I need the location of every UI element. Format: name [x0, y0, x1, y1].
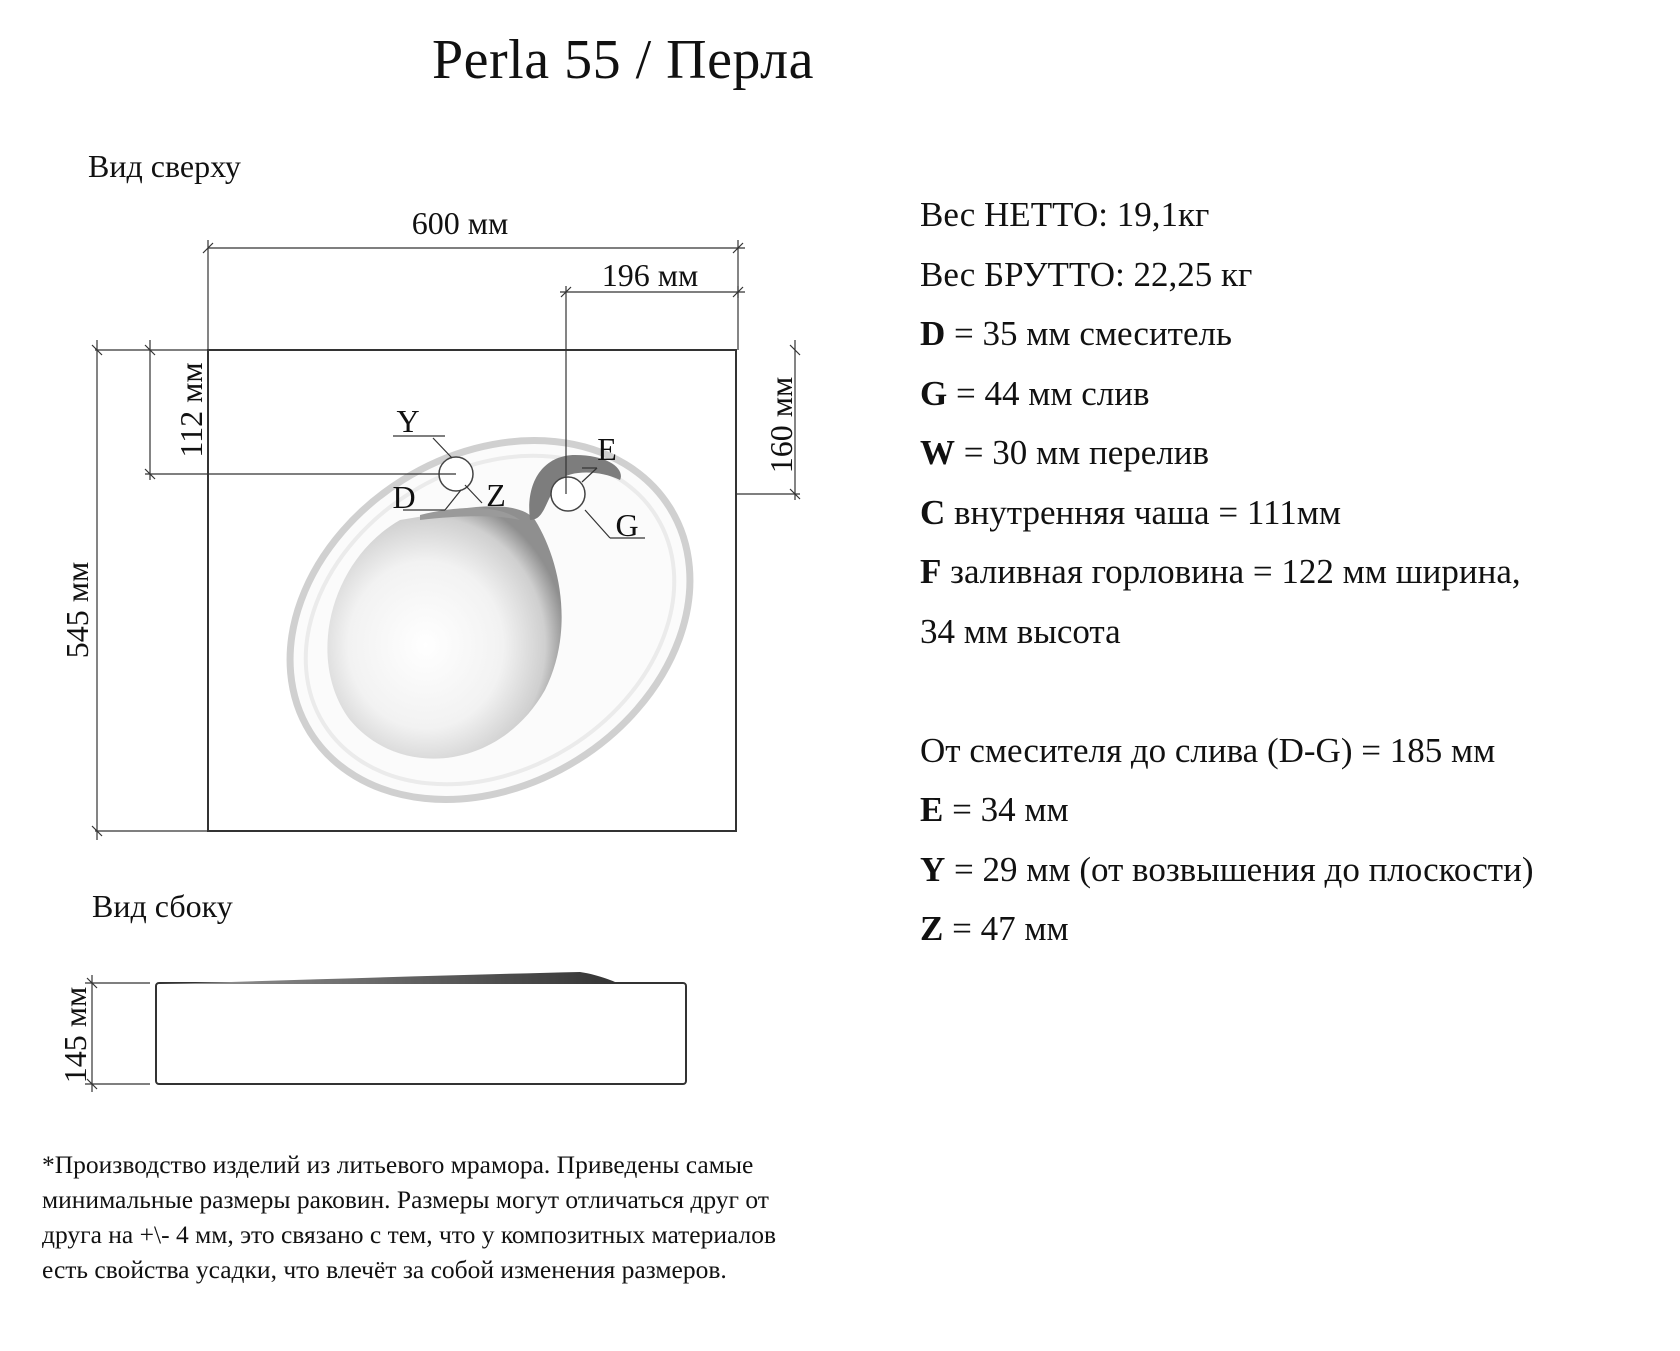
spec-line [920, 195, 1209, 235]
marker-z: Z [486, 477, 506, 513]
side-outline [156, 983, 686, 1084]
spec-text: От смесителя до слива (D-G) = 185 мм [920, 731, 1496, 770]
spec-key: G [920, 374, 948, 413]
spec-line [920, 909, 1069, 949]
dimension-left-offset-label: 112 мм [173, 362, 209, 458]
spec-text: Вес БРУТТО: 22,25 кг [920, 255, 1253, 294]
marker-d: D [392, 479, 416, 515]
spec-text: 34 мм высота [920, 612, 1121, 651]
spec-text: = 34 мм [943, 790, 1069, 829]
spec-line [920, 314, 1232, 354]
spec-line [920, 374, 1150, 414]
dimension-width-label: 600 мм [411, 205, 509, 241]
spec-text: внутренняя чаша = 111мм [945, 493, 1342, 532]
marker-g: G [615, 507, 639, 543]
footnote-line: есть свойства усадки, что влечёт за собой изменения размеров. [42, 1255, 727, 1284]
dimension-right-offset-label: 160 мм [763, 376, 799, 474]
top-view-label: Вид сверху [88, 148, 241, 184]
side-top-profile [160, 972, 620, 984]
spec-key: Z [920, 909, 944, 948]
spec-text: = 44 мм слив [947, 374, 1150, 413]
footnote-line: друга на +\- 4 мм, это связано с тем, что у композитных материалов [42, 1220, 777, 1249]
dimension-depth-label: 545 мм [59, 561, 95, 659]
spec-line [920, 850, 1533, 890]
spec-key: Y [920, 850, 946, 889]
spec-line [920, 493, 1341, 533]
spec-line [920, 612, 1121, 652]
dimension-faucet-offset-label: 196 мм [601, 257, 699, 293]
side-view-label: Вид сбоку [92, 888, 233, 924]
drain-hole [551, 477, 585, 511]
spec-key: E [920, 790, 944, 829]
spec-key: D [920, 314, 946, 353]
spec-text: = 47 мм [943, 909, 1069, 948]
spec-text: = 35 мм смеситель [945, 314, 1232, 353]
spec-line [920, 255, 1252, 295]
spec-text: заливная горловина = 122 мм ширина, [941, 552, 1521, 591]
spec-key: F [920, 552, 942, 591]
spec-text: = 30 мм перелив [955, 433, 1210, 472]
spec-line [920, 433, 1209, 473]
page-title: Perla 55 / Перла [432, 29, 814, 91]
spec-line [920, 731, 1495, 771]
spec-line [920, 552, 1521, 592]
marker-e: E [597, 431, 617, 467]
dimension-height-label: 145 мм [57, 986, 93, 1084]
marker-y: Y [396, 403, 420, 439]
footnote-line: минимальные размеры раковин. Размеры могут отличаться друг от [42, 1185, 769, 1214]
footnote [42, 1147, 922, 1287]
side-view-basin [156, 972, 686, 1084]
spec-line [920, 790, 1069, 830]
top-view-basin [208, 350, 757, 872]
footnote-line: *Производство изделий из литьевого мрамора. Приведены самые [42, 1150, 754, 1179]
spec-key: C [920, 493, 946, 532]
spec-text: Вес НЕТТО: 19,1кг [920, 195, 1210, 234]
spec-key: W [920, 433, 955, 472]
spec-text: = 29 мм (от возвышения до плоскости) [945, 850, 1534, 889]
